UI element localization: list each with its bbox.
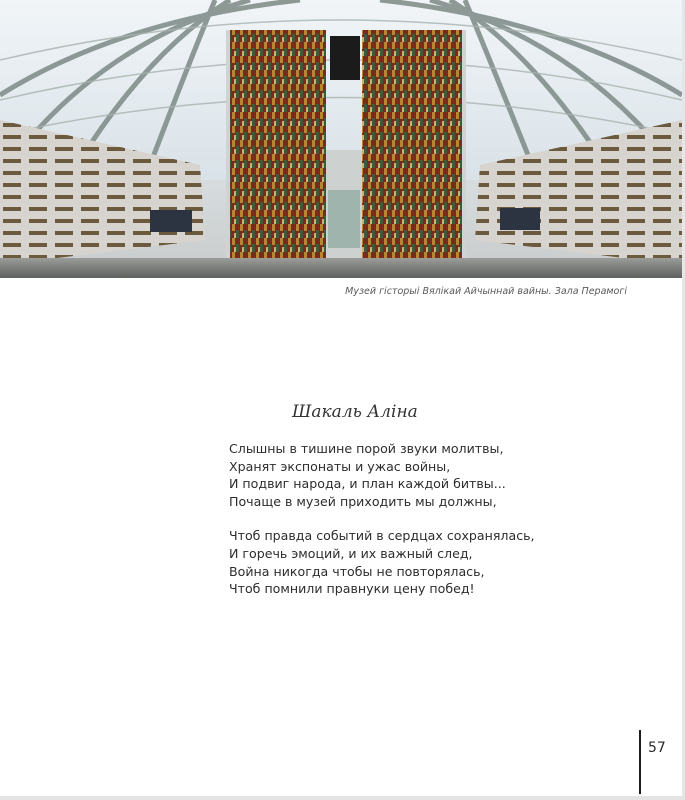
museum-hall-illustration xyxy=(0,0,682,278)
page-number-divider xyxy=(639,730,641,794)
poem-line: И подвиг народа, и план каждой битвы... xyxy=(229,476,506,492)
poem-line: Слышны в тишине порой звуки молитвы, xyxy=(229,441,504,456)
poem-line: И горечь эмоций, и их важный след, xyxy=(229,545,473,561)
poem-line: Война никогда чтобы не повторялась, xyxy=(229,563,485,579)
photo-caption: Музей гісторыі Вялікай Айчыннай вайны. Зала Перамогі xyxy=(345,286,627,297)
poem-stanza xyxy=(229,440,559,510)
page-edge-bottom xyxy=(0,796,685,800)
poem-stanza xyxy=(229,527,559,597)
poem-line: Хранят экспонаты и ужас войны, xyxy=(229,458,451,474)
poem-text xyxy=(229,440,559,615)
poem-line: Чтоб помнили правнуки цену побед! xyxy=(229,581,475,597)
poem-author: Шакаль Аліна xyxy=(292,402,418,422)
museum-hall-photo xyxy=(0,0,682,278)
page-number: 57 xyxy=(648,740,666,756)
poem-line: Почаще в музей приходить мы должны, xyxy=(229,493,497,509)
poem-line: Чтоб правда событий в сердцах сохранялась, xyxy=(229,528,535,544)
